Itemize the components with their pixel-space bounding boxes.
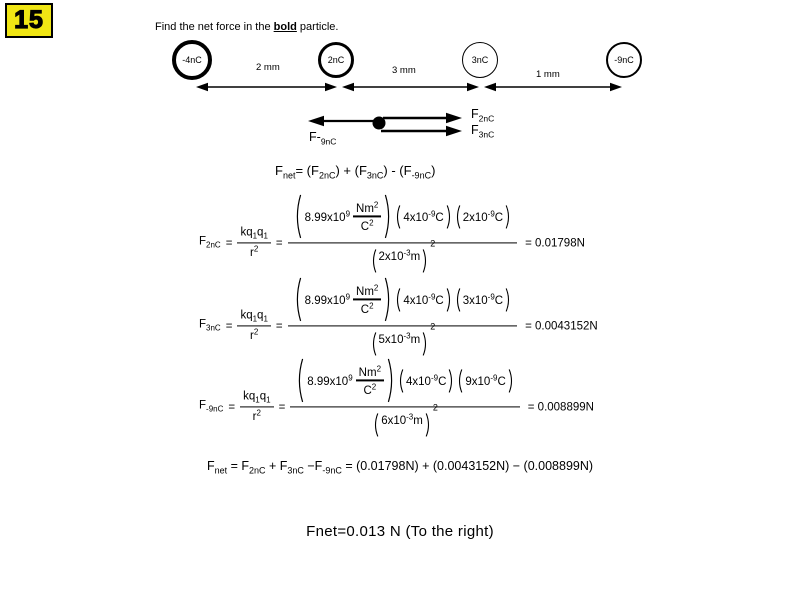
slide-number: 15 [14,6,44,34]
right-paren [446,287,453,312]
coulomb-law-fraction: $\frac{kq_1q_1}{r^2}$ [237,226,270,260]
force-symbol: $F_{3nC}$ [199,318,221,334]
right-paren [448,368,455,393]
equation-result: = 0.01798N [525,237,585,249]
left-paren [394,204,401,229]
title-suffix: particle. [296,21,339,33]
equals-sign: = [225,237,233,249]
equals-sign: = [225,320,233,332]
left-paren [370,249,377,274]
left-paren [295,357,304,403]
left-paren [397,368,404,393]
squared-exponent: 2 [430,321,436,332]
numeric-fraction [290,354,519,459]
coulomb-law-fraction: $\frac{kq_1q_1}{r^2}$ [240,390,273,424]
charge-label: 2nC [327,55,345,65]
equals-sign: = [278,401,286,413]
coulomb-constant: $8.99x10^9$ $\frac{Nm^2}{C^2}$ [303,282,384,317]
charge-1-value: $4x10^{-9}C$ [403,291,444,307]
coulomb-equation-f9nc [199,354,594,459]
particle-dot [373,117,386,130]
left-paren [370,332,377,357]
right-paren [384,276,393,322]
title-bold-word: bold [273,21,297,33]
right-paren [425,413,432,438]
charge-label: -9nC [614,55,634,65]
distance-value: $5x10^{-3}m$ [378,331,421,347]
charge-1-value: $4x10^{-9}C$ [403,208,444,224]
squared-exponent: 2 [432,402,438,413]
charge-label: 3nC [471,55,489,65]
left-paren [293,193,302,239]
equation-result: = 0.008899N [527,401,594,413]
distance-value: $6x10^{-3}m$ [381,412,423,428]
force-label-f3nc: $F_{3nC}$ [471,123,495,140]
right-paren [505,204,512,229]
coulomb-constant: $8.99x10^9$ $\frac{Nm^2}{C^2}$ [303,199,384,234]
left-paren [456,368,463,393]
charge-circle-neg4nc [172,40,212,80]
squared-exponent: 2 [430,238,436,249]
force-symbol: $F_{2nC}$ [199,235,221,251]
distance-arrow-3mm [342,83,479,91]
right-paren [508,368,515,393]
charge-circle-neg9nc [606,42,642,78]
right-paren [387,357,396,403]
force-arrow-f3nc [381,126,462,136]
distance-label-2mm: 2 mm [256,62,280,73]
net-force-equation: $F_{net}= (F_{2nC}) + (F_{3nC}) - (F_{-9nC})$ [275,163,436,181]
left-paren [394,287,401,312]
equals-sign: = [275,320,283,332]
right-paren [422,249,429,274]
force-label-f2nc: $F_{2nC}$ [471,107,495,124]
distance-arrow-2mm [196,83,337,91]
equals-sign: = [275,237,283,249]
equation-result: = 0.0043152N [525,320,598,332]
charge-2-value: $9x10^{-9}C$ [465,372,506,388]
slide-number-badge [5,3,53,38]
force-label-f9nc: $F-_{9nC}$ [309,130,337,147]
charge-1-value: $4x10^{-9}C$ [406,372,447,388]
left-paren [293,276,302,322]
left-paren [454,204,461,229]
charge-2-value: $2x10^{-9}C$ [462,208,504,224]
final-answer: Fnet=0.013 N (To the right) [306,523,494,540]
force-arrow-f9nc [308,116,377,126]
force-arrow-f2nc [383,113,462,123]
title-prefix: Find the net force in the [155,21,274,33]
charge-label: -4nC [182,55,202,65]
right-paren [505,287,512,312]
left-paren [454,287,461,312]
distance-label-1mm: 1 mm [536,69,560,80]
distance-value: $2x10^{-3}m$ [378,248,421,264]
equals-sign: = [228,401,236,413]
charge-circle-3nc [462,42,498,78]
force-symbol: $F_{-9nC}$ [199,399,224,415]
coulomb-law-fraction: $\frac{kq_1q_1}{r^2}$ [237,309,270,343]
distance-label-3mm: 3 mm [392,65,416,76]
final-combined-equation: $F_{net} = F_{2nC} + F_{3nC} -F_{-9nC} = (0.01798N) + (0.0043152N) - (0.008899N)$ [206,459,594,476]
charge-2-value: $3x10^{-9}C$ [462,291,504,307]
distance-arrow-1mm [484,83,622,91]
right-paren [422,332,429,357]
left-paren [372,413,379,438]
problem-title [155,21,338,33]
right-paren [446,204,453,229]
coulomb-constant: $8.99x10^9$ $\frac{Nm^2}{C^2}$ [305,363,386,398]
right-paren [384,193,393,239]
charge-circle-2nc [318,42,354,78]
